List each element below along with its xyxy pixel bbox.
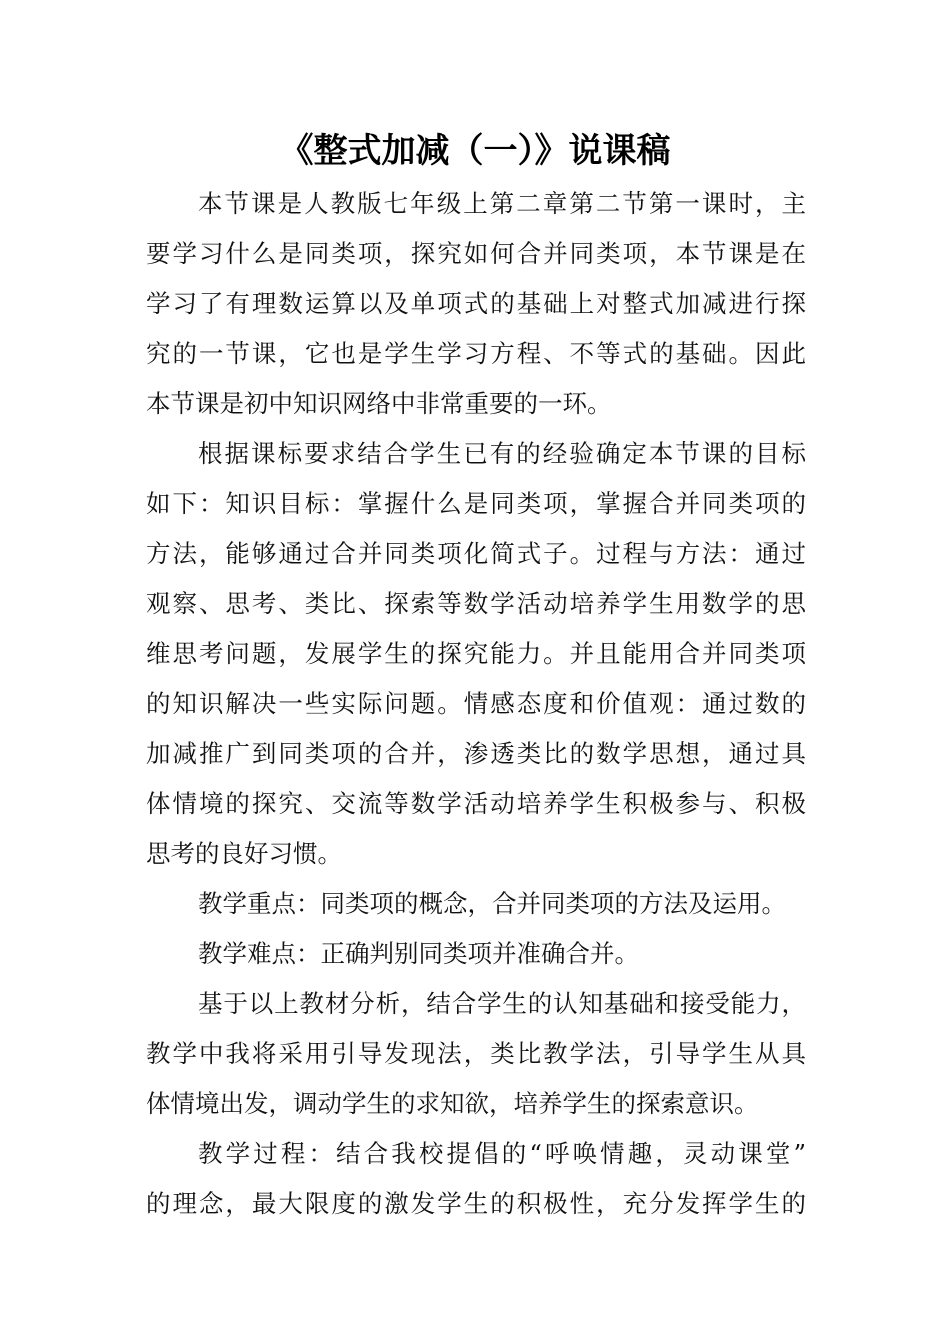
paragraph-line: 方法，能够通过合并同类项化简式子。过程与方法：通过 (146, 539, 806, 568)
paragraph-line: 如下：知识目标：掌握什么是同类项，掌握合并同类项的 (146, 489, 806, 518)
paragraph-key-points (146, 879, 806, 929)
document-title: 《整式加减（一）》说课稿 (279, 131, 671, 171)
paragraph-line: 的知识解决一些实际问题。情感态度和价值观：通过数的 (146, 689, 806, 718)
paragraph-line: 维思考问题，发展学生的探究能力。并且能用合并同类项 (146, 639, 806, 668)
paragraph-line: 要学习什么是同类项，探究如何合并同类项，本节课是在 (146, 239, 806, 268)
paragraph-line: 观察、思考、类比、探索等数学活动培养学生用数学的思 (146, 589, 806, 618)
paragraph-line: 本节课是初中知识网络中非常重要的一环。 (146, 389, 612, 418)
paragraph-line: 体情境出发，调动学生的求知欲，培养学生的探索意识。 (146, 1089, 759, 1118)
paragraph-line: 教学难点：正确判别同类项并准确合并。 (198, 939, 639, 968)
paragraph-line: 基于以上教材分析，结合学生的认知基础和接受能力， (198, 989, 806, 1018)
paragraph-line: 的理念，最大限度的激发学生的积极性，充分发挥学生的 (146, 1189, 806, 1218)
paragraph-line: 教学过程：结合我校提倡的“呼唤情趣，灵动课堂” (198, 1139, 806, 1168)
document-body (146, 179, 806, 1229)
paragraph-line: 体情境的探究、交流等数学活动培养学生积极参与、积极 (146, 789, 806, 818)
paragraph-line: 学习了有理数运算以及单项式的基础上对整式加减进行探 (146, 289, 806, 318)
paragraph-line: 教学重点：同类项的概念，合并同类项的方法及运用。 (198, 889, 786, 918)
paragraph-teaching-process (146, 1129, 806, 1229)
paragraph-line: 思考的良好习惯。 (146, 839, 342, 868)
paragraph-line: 教学中我将采用引导发现法，类比教学法，引导学生从具 (146, 1039, 806, 1068)
paragraph-line: 究的一节课，它也是学生学习方程、不等式的基础。因此 (146, 339, 806, 368)
paragraph-objectives (146, 429, 806, 879)
paragraph-line: 加减推广到同类项的合并，渗透类比的数学思想，通过具 (146, 739, 806, 768)
paragraph-line: 本节课是人教版七年级上第二章第二节第一课时，主 (198, 189, 806, 218)
paragraph-difficulties (146, 929, 806, 979)
paragraph-teaching-methods (146, 979, 806, 1129)
paragraph-course-intro (146, 179, 806, 429)
paragraph-line: 根据课标要求结合学生已有的经验确定本节课的目标 (198, 439, 806, 468)
